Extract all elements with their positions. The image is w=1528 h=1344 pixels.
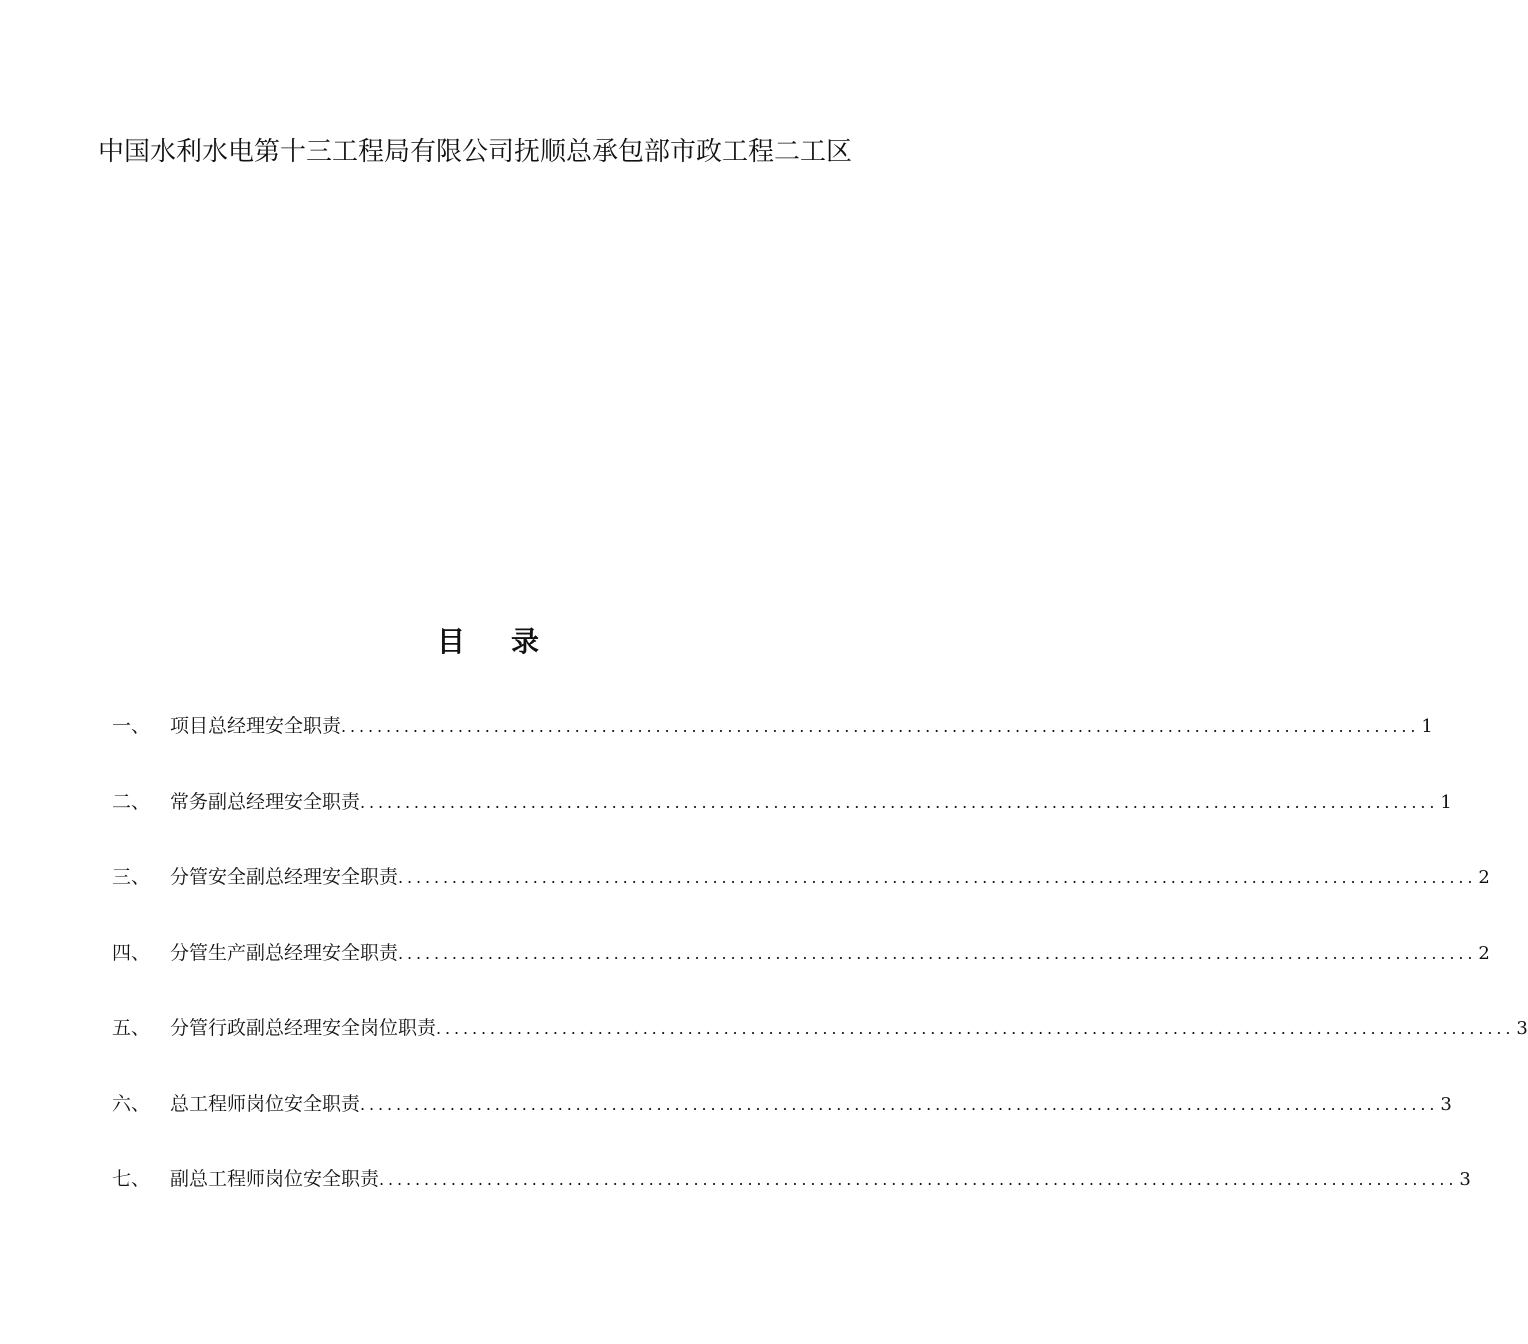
toc-list [112, 708, 1528, 1237]
toc-heading [0, 622, 976, 662]
toc-entry[interactable] [112, 1086, 1452, 1162]
toc-entry-title: 总工程师岗位安全职责 [170, 1092, 361, 1115]
toc-entry-page: 3 [1440, 1093, 1452, 1115]
toc-leader-dots: ........................................................................................................................ [398, 943, 1477, 963]
toc-entry-title: 分管安全副总经理安全职责 [170, 866, 399, 888]
toc-entry[interactable] [112, 935, 1490, 1011]
toc-leader-dots: ........................................................................................................................ [398, 868, 1477, 887]
toc-entry-number: 五、 [112, 1017, 151, 1039]
toc-leader-dots: ........................................................................................................................ [360, 1094, 1439, 1114]
toc-entry-page: 2 [1478, 942, 1490, 964]
company-title: 中国水利水电第十三工程局有限公司抚顺总承包部市政工程二工区 [97, 137, 852, 167]
toc-entry-number: 一、 [112, 715, 151, 737]
toc-leader-dots: ........................................................................................................................ [360, 792, 1439, 812]
toc-entry-title: 副总工程师岗位安全职责 [170, 1168, 380, 1190]
toc-entry-title: 常务副总经理安全职责 [170, 790, 361, 813]
toc-entry[interactable] [112, 1161, 1471, 1237]
toc-entry[interactable] [112, 859, 1490, 935]
toc-entry-number: 六、 [112, 1092, 151, 1115]
toc-heading-char-1: 目 [436, 625, 465, 658]
toc-entry[interactable] [112, 784, 1452, 860]
toc-entry-number: 三、 [112, 866, 151, 888]
toc-entry-page: 2 [1478, 867, 1490, 888]
toc-entry-number: 四、 [112, 941, 151, 964]
toc-entry-page: 1 [1440, 791, 1452, 813]
toc-leader-dots: ........................................................................................................................ [341, 717, 1420, 736]
toc-entry-title: 分管生产副总经理安全职责 [170, 941, 399, 964]
toc-entry[interactable] [112, 708, 1433, 784]
toc-entry-number: 七、 [112, 1168, 151, 1190]
toc-entry-title: 项目总经理安全职责 [170, 715, 342, 737]
toc-entry-page: 1 [1421, 716, 1433, 737]
toc-entry-page: 3 [1516, 1018, 1528, 1039]
toc-entry-page: 3 [1459, 1169, 1471, 1190]
toc-entry-number: 二、 [112, 790, 151, 813]
toc-leader-dots: ........................................................................................................................ [379, 1170, 1458, 1189]
toc-entry[interactable] [112, 1010, 1528, 1086]
toc-leader-dots: ........................................................................................................................ [436, 1019, 1515, 1038]
toc-heading-char-2: 录 [511, 625, 540, 658]
toc-entry-title: 分管行政副总经理安全岗位职责 [170, 1017, 437, 1039]
